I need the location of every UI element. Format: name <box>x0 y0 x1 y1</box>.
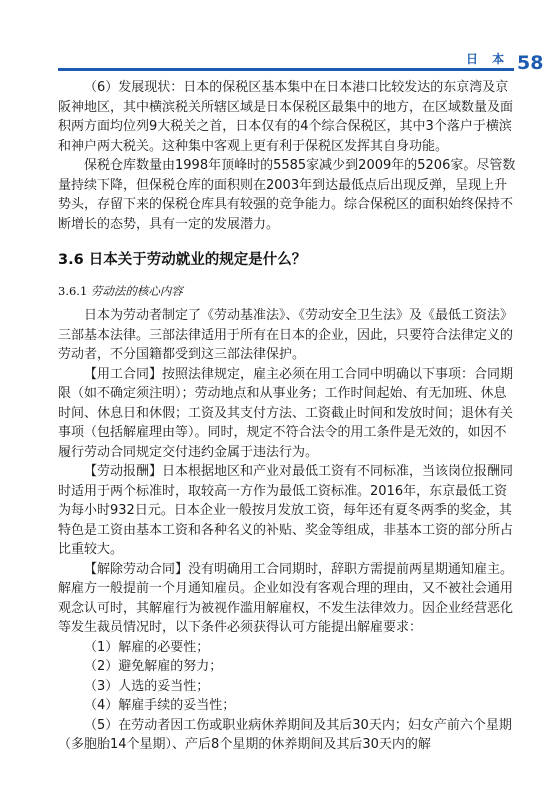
page-content <box>58 78 516 755</box>
paragraph-development-status: （6）发展现状：日本的保税区基本集中在日本港口比较发达的东京湾及京阪神地区，其中横滨税关所辖区域是日本保税区最集中的地方，在区域数量及面积两方面均位列9大税关之首，日本仅有的4个综合保税区，其中3个落户于横滨和神户两大税关。这种集中客观上更有利于保税区发挥其自身功能。 <box>58 80 514 154</box>
paragraph-employment-contract: 【用工合同】按照法律规定，雇主必须在用工合同中明确以下事项：合同期限（如不确定须注明）；劳动地点和从事业务；工作时间起始、有无加班、休息时间、休息日和休假；工资及其支付方法、工资截止时间和发放时间；退休有关事项（包括解雇理由等）。同时，规定不符合法令的用工条件是无效的，如因不履行劳动合同规定交付违约金属于违法行为。 <box>58 366 514 460</box>
header-divider <box>58 68 514 71</box>
header-country-label: 日 本 <box>466 52 510 66</box>
subsection-title: 劳动法的核心内容 <box>90 284 183 298</box>
list-item: （2）避免解雇的努力； <box>84 659 223 674</box>
subsection-heading <box>58 282 516 300</box>
paragraph-labor-laws: 日本为劳动者制定了《劳动基准法》、《劳动安全卫生法》及《最低工资法》三部基本法律。三部法律适用于所有在日本的企业，因此，只要符合法律定义的劳动者，不分国籍都受到这三部法律保护。 <box>58 308 514 362</box>
page-number: 58 <box>517 52 544 74</box>
list-item: （1）解雇的必要性； <box>84 639 210 655</box>
list-item: （3）人选的妥当性； <box>84 678 210 694</box>
paragraph-labor-remuneration: 【劳动报酬】日本根据地区和产业对最低工资有不同标准，当该岗位报酬同时适用于两个标准时，取较高一方作为最低工资标准。2016年，东京最低工资为每小时932日元。日本企业一般按月发放工资，每年还有夏冬两季的奖金，其特色是工资由基本工资和各种名义的补贴、奖金等组成，非基本工资的部分所占比重较大。 <box>58 464 514 557</box>
list-item: （4）解雇手续的妥当性； <box>84 698 236 713</box>
list-item: （5）在劳动者因工伤或职业病休养期间及其后30天内；妇女产前六个星期（多胞胎14个星期）、产后8个星期的休养期间及其后30天内的解 <box>58 717 512 752</box>
paragraph-bonded-warehouses: 保税仓库数量由1998年顶峰时的5585家减少到2009年的5206家。尽管数量持续下降，但保税仓库的面积则在2003年到达最低点后出现反弹，呈现上升势头，存留下来的保税仓库具有较强的竞争能力。综合保税区的面积始终保持不断增长的态势，具有一定的发展潜力。 <box>58 158 516 232</box>
subsection-number: 3.6.1 <box>58 284 88 298</box>
section-heading: 3.6 日本关于劳动就业的规定是什么？ <box>58 252 307 268</box>
paragraph-contract-termination: 【解除劳动合同】没有明确用工合同期时，辞职方需提前两星期通知雇主。解雇方一般提前一个月通知雇员。企业如没有客观合理的理由，又不被社会通用观念认可时，其解雇行为被视作滥用解雇权，不发生法律效力。因企业经营恶化等发生裁员情况时，以下条件必须获得认可方能提出解雇要求： <box>58 561 514 635</box>
